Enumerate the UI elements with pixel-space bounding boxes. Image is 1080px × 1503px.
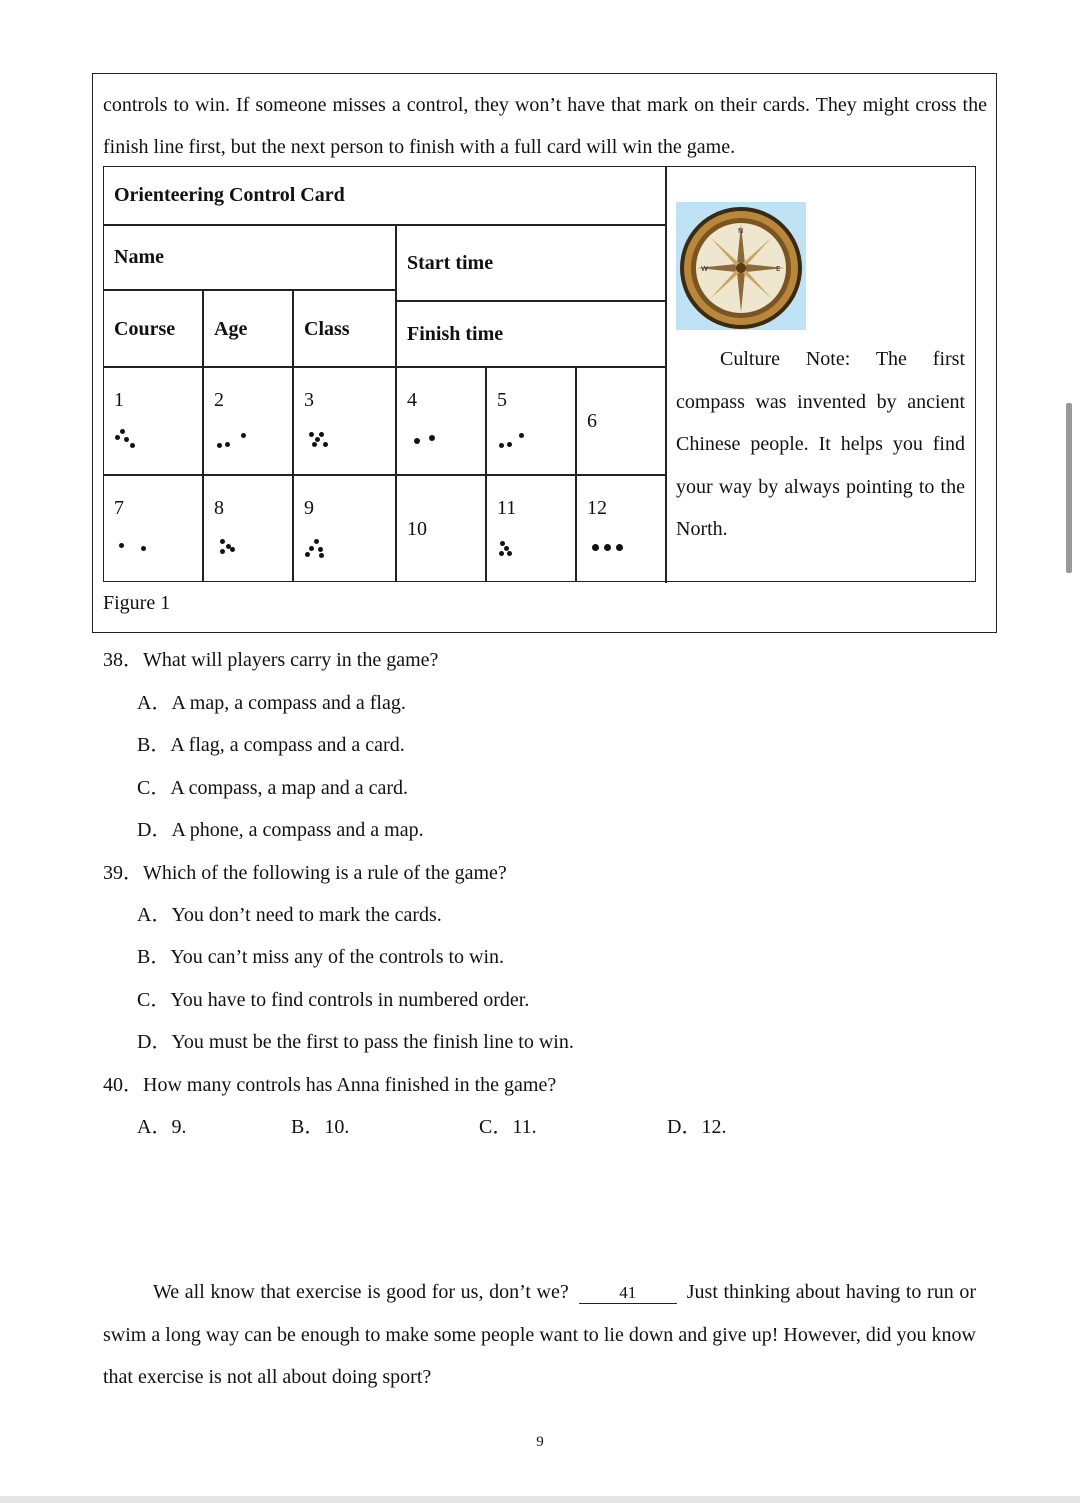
punch-mark [218,538,258,562]
svg-text:W: W [701,265,708,273]
control-number: 3 [304,389,314,411]
question-40-option-a: A．9. [137,1116,187,1138]
svg-text:N: N [738,227,744,235]
punch-mark [304,538,344,562]
question-38-stem: 38．What will players carry in the game? [103,649,439,671]
finish-time-label: Finish time [407,323,504,345]
class-label: Class [304,318,350,340]
control-number: 1 [114,389,124,411]
punch-mark [590,542,630,566]
passage-intro: controls to win. If someone misses a control, they won’t have that mark on their cards. They might cross the finish line first, but the next person to finish with a full card will win the game. [103,94,987,158]
question-40-stem: 40．How many controls has Anna finished in the game? [103,1074,557,1096]
control-number: 11 [497,497,517,519]
punch-mark [307,430,347,454]
punch-mark [496,430,536,454]
question-39-option-b: B．You can’t miss any of the controls to win. [137,946,505,968]
page-number: 9 [536,1434,544,1450]
question-40-option-b: B．10. [291,1116,350,1138]
punch-mark [412,432,452,456]
figure-caption: Figure 1 [103,592,171,614]
question-38-option-a: A．A map, a compass and a flag. [137,692,406,714]
bottom-edge [0,1496,1080,1503]
culture-note: Culture Note: The first compass was invented by ancient Chinese people. It helps you find your way by always pointing to the North. [676,348,965,540]
control-number: 4 [407,389,417,411]
punch-mark [214,430,254,454]
question-38-option-b: B．A flag, a compass and a card. [137,734,405,756]
punch-mark [498,540,538,564]
svg-text:E: E [776,265,781,273]
question-40-option-c: C．11. [479,1116,537,1138]
passage-2 [103,1271,976,1399]
question-38-option-c: C．A compass, a map and a card. [137,777,409,799]
control-number: 7 [114,497,124,519]
question-39-option-a: A．You don’t need to mark the cards. [137,904,442,926]
control-number: 9 [304,497,314,519]
control-number: 8 [214,497,224,519]
age-label: Age [214,318,248,340]
control-number: 10 [407,518,427,540]
compass-image [676,202,806,330]
control-number: 5 [497,389,507,411]
scrollbar-thumb[interactable] [1066,403,1072,573]
question-38-option-d: D．A phone, a compass and a map. [137,819,424,841]
question-39-option-c: C．You have to find controls in numbered order. [137,989,530,1011]
control-number: 2 [214,389,224,411]
punch-mark [117,541,157,565]
blank-41[interactable]: 41 [579,1283,677,1304]
course-label: Course [114,318,176,340]
punch-mark [114,428,154,452]
control-number: 12 [587,497,607,519]
name-label: Name [114,246,164,268]
start-time-label: Start time [407,252,494,274]
question-39-stem: 39．Which of the following is a rule of the game? [103,862,507,884]
passage-2-part-2: Just thinking about having to run or swim a long way can be enough to make some people want to lie down and give up! However, did you know that exercise is not all about doing sport? [103,1281,976,1388]
control-number: 6 [587,410,597,432]
question-39-option-d: D．You must be the first to pass the finish line to win. [137,1031,574,1053]
question-40-option-d: D．12. [667,1116,727,1138]
card-title: Orienteering Control Card [114,184,345,206]
passage-2-part-1: We all know that exercise is good for us, don’t we? [153,1281,569,1303]
